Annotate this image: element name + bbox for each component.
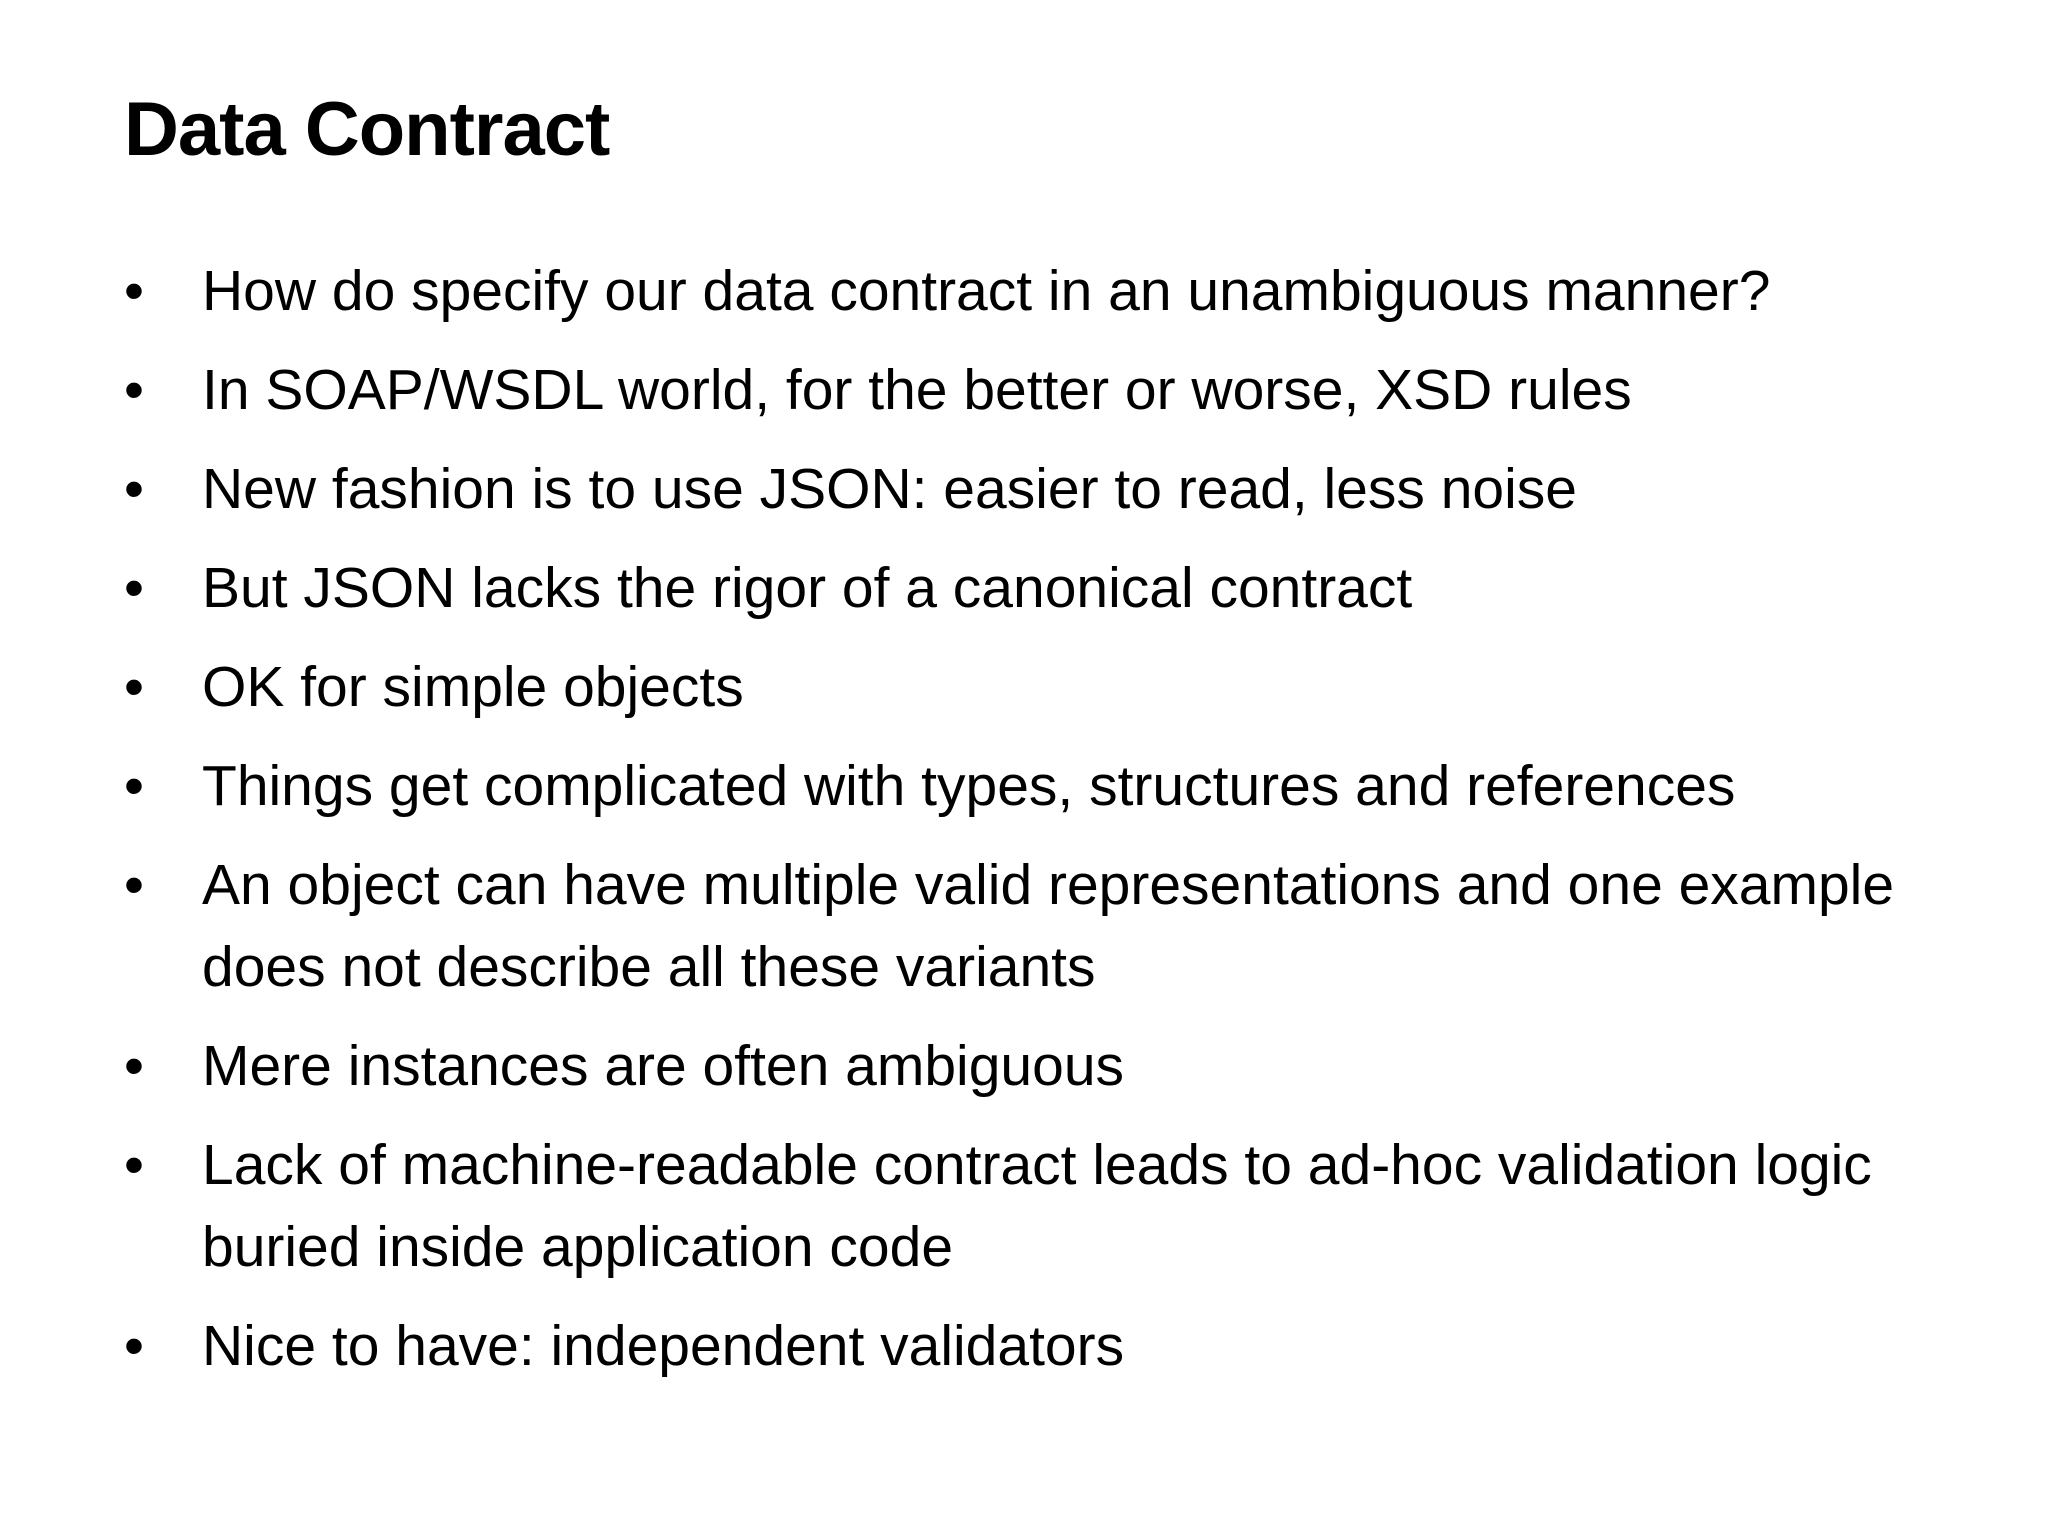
bullet-dot-icon: • — [124, 259, 144, 323]
bullet-item — [124, 1124, 2004, 1288]
bullet-dot-icon: • — [124, 556, 144, 620]
bullet-dot-icon: • — [124, 358, 144, 422]
bullet-text: New fashion is to use JSON: easier to read, less noise — [202, 457, 1577, 521]
bullet-text: Mere instances are often ambiguous — [202, 1034, 1125, 1098]
bullet-text: Lack of machine-readable contract leads to ad-hoc validation logic buried inside application code — [202, 1133, 1872, 1279]
bullet-text: OK for simple objects — [202, 655, 744, 719]
bullet-list — [124, 250, 2004, 1404]
bullet-item — [124, 250, 2004, 332]
bullet-dot-icon: • — [124, 457, 144, 521]
bullet-item — [124, 646, 2004, 728]
bullet-dot-icon: • — [124, 1314, 144, 1378]
bullet-dot-icon: • — [124, 853, 144, 917]
bullet-item — [124, 349, 2004, 431]
bullet-text: Nice to have: independent validators — [202, 1314, 1125, 1378]
slide-title: Data Contract — [124, 87, 610, 172]
bullet-dot-icon: • — [124, 655, 144, 719]
bullet-dot-icon: • — [124, 1133, 144, 1197]
bullet-item — [124, 1305, 2004, 1387]
bullet-item — [124, 844, 2004, 1008]
bullet-item — [124, 745, 2004, 827]
bullet-dot-icon: • — [124, 754, 144, 818]
bullet-text: How do specify our data contract in an unambiguous manner? — [202, 259, 1771, 323]
bullet-dot-icon: • — [124, 1034, 144, 1098]
bullet-item — [124, 547, 2004, 629]
bullet-text: Things get complicated with types, structures and references — [202, 754, 1736, 818]
bullet-text: But JSON lacks the rigor of a canonical contract — [202, 556, 1413, 620]
bullet-text: In SOAP/WSDL world, for the better or worse, XSD rules — [202, 358, 1632, 422]
bullet-item — [124, 1025, 2004, 1107]
bullet-item — [124, 448, 2004, 530]
bullet-text: An object can have multiple valid representations and one example does not describe all these variants — [202, 853, 1895, 999]
